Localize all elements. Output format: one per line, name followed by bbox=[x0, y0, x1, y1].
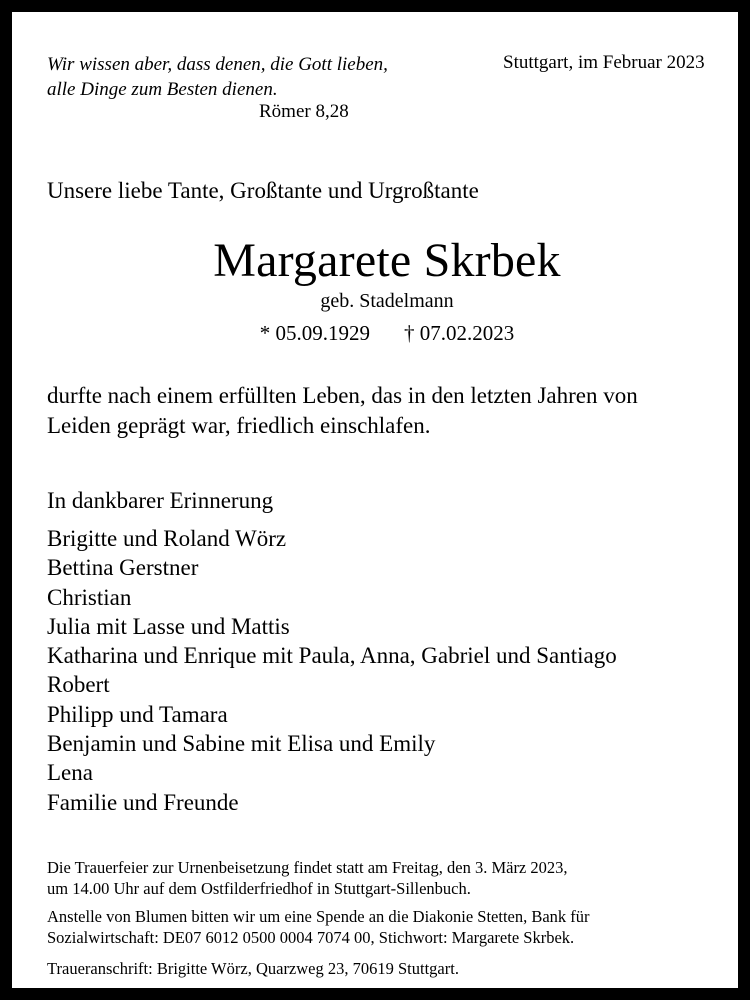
notice-line: Sozialwirtschaft: DE07 6012 0500 0004 7074 00, Stichwort: Margarete Skrbek. bbox=[47, 928, 575, 947]
body-line: durfte nach einem erfüllten Leben, das in den letzten Jahren von bbox=[47, 383, 638, 408]
mourner-name: Lena bbox=[47, 760, 93, 786]
relationship-intro: Unsere liebe Tante, Großtante und Urgroßtante bbox=[47, 178, 479, 203]
mourner-name: Christian bbox=[47, 584, 132, 610]
quote-line: alle Dinge zum Besten dienen. bbox=[47, 79, 278, 100]
notice-line: Die Trauerfeier zur Urnenbeisetzung findet statt am Freitag, den 3. März 2023, bbox=[47, 858, 568, 877]
mourner-name: Brigitte und Roland Wörz bbox=[47, 526, 287, 551]
bible-quote bbox=[47, 52, 388, 102]
mourners-heading: In dankbarer Erinnerung bbox=[47, 488, 274, 513]
donation-notice bbox=[47, 906, 590, 948]
body-line: Leiden geprägt war, friedlich einschlafen. bbox=[47, 413, 431, 438]
deceased-name: Margarete Skrbek bbox=[213, 234, 561, 287]
obituary-text bbox=[47, 381, 737, 441]
notice-line: Anstelle von Blumen bitten wir um eine Spende an die Diakonie Stetten, Bank für bbox=[47, 907, 590, 926]
mourner-name: Robert bbox=[47, 672, 110, 698]
place-date: Stuttgart, im Februar 2023 bbox=[503, 52, 705, 73]
mourner-name: Katharina und Enrique mit Paula, Anna, Gabriel und Santiago bbox=[47, 643, 617, 669]
quote-reference: Römer 8,28 bbox=[259, 101, 349, 122]
funeral-notice bbox=[47, 857, 568, 899]
mourner-name: Benjamin und Sabine mit Elisa und Emily bbox=[47, 731, 436, 757]
quote-line: Wir wissen aber, dass denen, die Gott lieben, bbox=[47, 54, 388, 75]
mourner-name: Bettina Gerstner bbox=[47, 555, 199, 581]
mourner-name: Philipp und Tamara bbox=[47, 701, 228, 727]
notice-line: um 14.00 Uhr auf dem Ostfilderfriedhof in Stuttgart-Sillenbuch. bbox=[47, 879, 471, 898]
mourner-name: Familie und Freunde bbox=[47, 789, 239, 815]
mourners-list bbox=[47, 524, 617, 817]
death-date: † 07.02.2023 bbox=[404, 321, 515, 345]
mourning-address: Traueranschrift: Brigitte Wörz, Quarzweg 23, 70619 Stuttgart. bbox=[47, 959, 459, 978]
life-dates bbox=[12, 321, 750, 346]
birth-date: * 05.09.1929 bbox=[259, 321, 370, 345]
mourner-name: Julia mit Lasse und Mattis bbox=[47, 613, 290, 639]
birth-name: geb. Stadelmann bbox=[320, 290, 454, 312]
